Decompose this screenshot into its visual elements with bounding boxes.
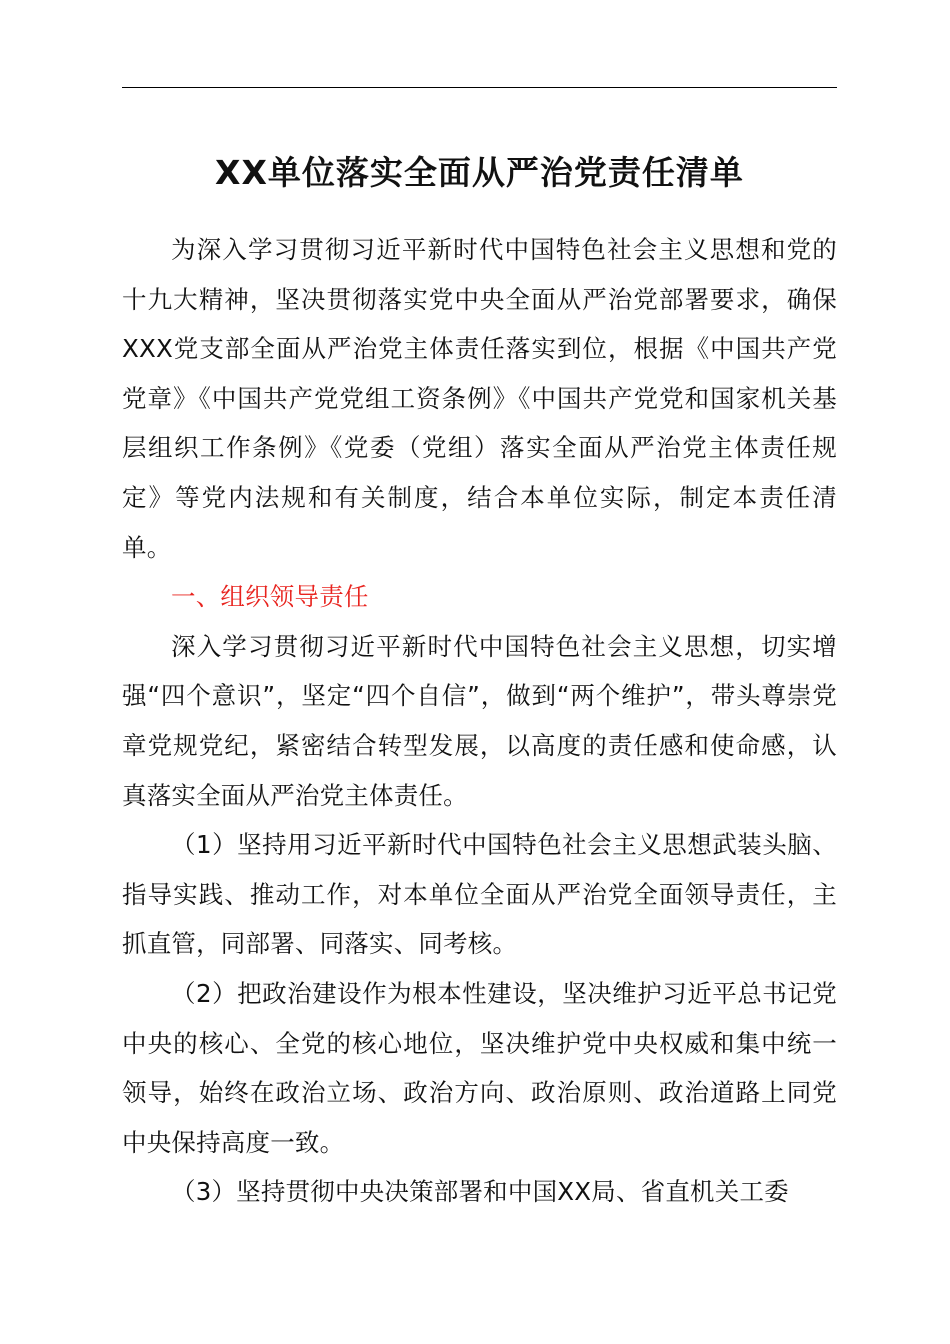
list-item-3: （3）坚持贯彻中央决策部署和中国XX局、省直机关工委 [171,1177,789,1207]
intro-paragraph: 为深入学习贯彻习近平新时代中国特色社会主义思想和党的十九大精神，坚决贯彻落实党中央全面从严治党部署要求，确保XXX党支部全面从严治党主体责任落实到位，根据《中国共产党党章》《中国共产党党组工资条例》《中国共产党党和国家机关基层组织工作条例》《党委（党组）落实全面从严治党主体责任规定》等党内法规和有关制度，结合本单位实际，制定本责任清单。 [122,235,837,562]
section-heading: 一、组织领导责任 [171,582,369,612]
list-item-2: （2）把政治建设作为根本性建设，坚决维护习近平总书记党中央的核心、全党的核心地位，坚决维护党中央权威和集中统一领导，始终在政治立场、政治方向、政治原则、政治道路上同党中央保持高度一致。 [122,978,837,1157]
document-title: XX单位落实全面从严治党责任清单 [215,153,744,192]
header-rule [122,87,837,88]
document-body [122,225,837,1217]
section-intro-paragraph: 深入学习贯彻习近平新时代中国特色社会主义思想，切实增强“四个意识”，坚定“四个自信”，做到“两个维护”，带头尊崇党章党规党纪，紧密结合转型发展，以高度的责任感和使命感，认真落实全面从严治党主体责任。 [122,631,837,810]
list-item-1: （1）坚持用习近平新时代中国特色社会主义思想武装头脑、指导实践、推动工作，对本单位全面从严治党全面领导责任，主抓直管，同部署、同落实、同考核。 [122,830,837,959]
